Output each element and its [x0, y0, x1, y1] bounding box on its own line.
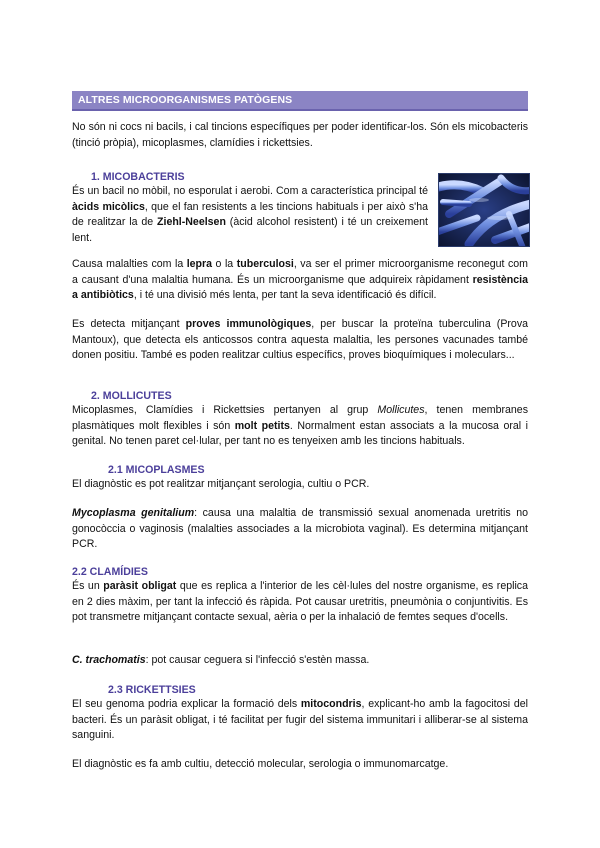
section-title-banner: [72, 91, 528, 111]
heading-rickettsies: 2.3 RICKETTSIES: [108, 684, 196, 696]
micobacteris-paragraph-1: És un bacil no mòbil, no esporulat i aerobi. Com a característica principal té àcids micòlics, que el fan resistents a les tincions habituals i per això s'ha de realitzar la de Ziehl-Neelsen (àcid alcohol resistent) i té un creixement lent.: [72, 185, 428, 244]
intro-paragraph: No són ni cocs ni bacils, i cal tincions específiques per poder identificar-los. Són els micobacteris (tinció pròpia), micoplasmes, clamídies i rickettsies.: [72, 121, 528, 149]
micoplasmes-paragraph-1: El diagnòstic es pot realitzar mitjançant serologia, cultiu o PCR.: [72, 478, 370, 490]
rickettsies-paragraph-2: El diagnòstic es fa amb cultiu, detecció molecular, serologia o immunomarcatge.: [72, 758, 449, 770]
heading-micoplasmes: 2.1 MICOPLASMES: [108, 464, 205, 476]
micobacteris-paragraph-3: Es detecta mitjançant proves immunològiques, per buscar la proteïna tuberculina (Prova Mantoux), que detecta els anticossos contra aquesta malaltia, les persones vacunades també donen positiu. També es poden realitzar cultius específics, proves bioquímiques i moleculars...: [72, 318, 529, 362]
heading-mollicutes: 2. MOLLICUTES: [91, 390, 172, 402]
clamidies-paragraph-2: C. trachomatis: pot causar ceguera si l'infecció s'estèn massa.: [72, 654, 370, 666]
micobacteris-paragraph-2: Causa malalties com la lepra o la tuberculosi, va ser el primer microorganisme reconegut com a causant d'una malaltia humana. És un microorganisme que adquireix ràpidament resistència a antibiòtics, i té una divisió més lenta, per tant la seva identificació és difícil.: [72, 258, 528, 302]
clamidies-paragraph-1: És un paràsit obligat que es replica a l'interior de les cèl·lules del nostre organisme, es replica en 2 dies màxim, per tant la infecció és ràpida. Pot causar uretritis, pneumònia o conjuntivitis. Es pot transmetre mitjançant contacte sexual, aèria o per la inhalació de femtes seques d'ocells.: [72, 580, 528, 624]
mycobacteria-micrograph-image: [438, 173, 530, 247]
heading-clamidies: 2.2 CLAMÍDIES: [72, 566, 148, 578]
section-title: ALTRES MICROORGANISMES PATÒGENS: [78, 94, 293, 106]
rickettsies-paragraph-1: El seu genoma podria explicar la formació dels mitocondris, explicant-ho amb la fagocitosi del bacteri. És un paràsit obligat, i té facilitat per fugir del sistema immunitari i alliberar-se al sistema sanguini.: [72, 698, 528, 742]
micoplasmes-paragraph-2: Mycoplasma genitalium: causa una malaltia de transmissió sexual anomenada uretritis no gonocòccia o vaginosis (malalties associades a la microbiota vaginal). Es determina mitjançant PCR.: [72, 507, 528, 551]
heading-micobacteris: 1. MICOBACTERIS: [91, 171, 185, 183]
mollicutes-paragraph: Micoplasmes, Clamídies i Rickettsies pertanyen al grup Mollicutes, tenen membranes plasmàtiques molt flexibles i són molt petits. Normalment estan associats a la mucosa oral i genital. No tenen paret cel·lular, per tant no es tenyeixen amb les tincions habituals.: [72, 404, 529, 448]
